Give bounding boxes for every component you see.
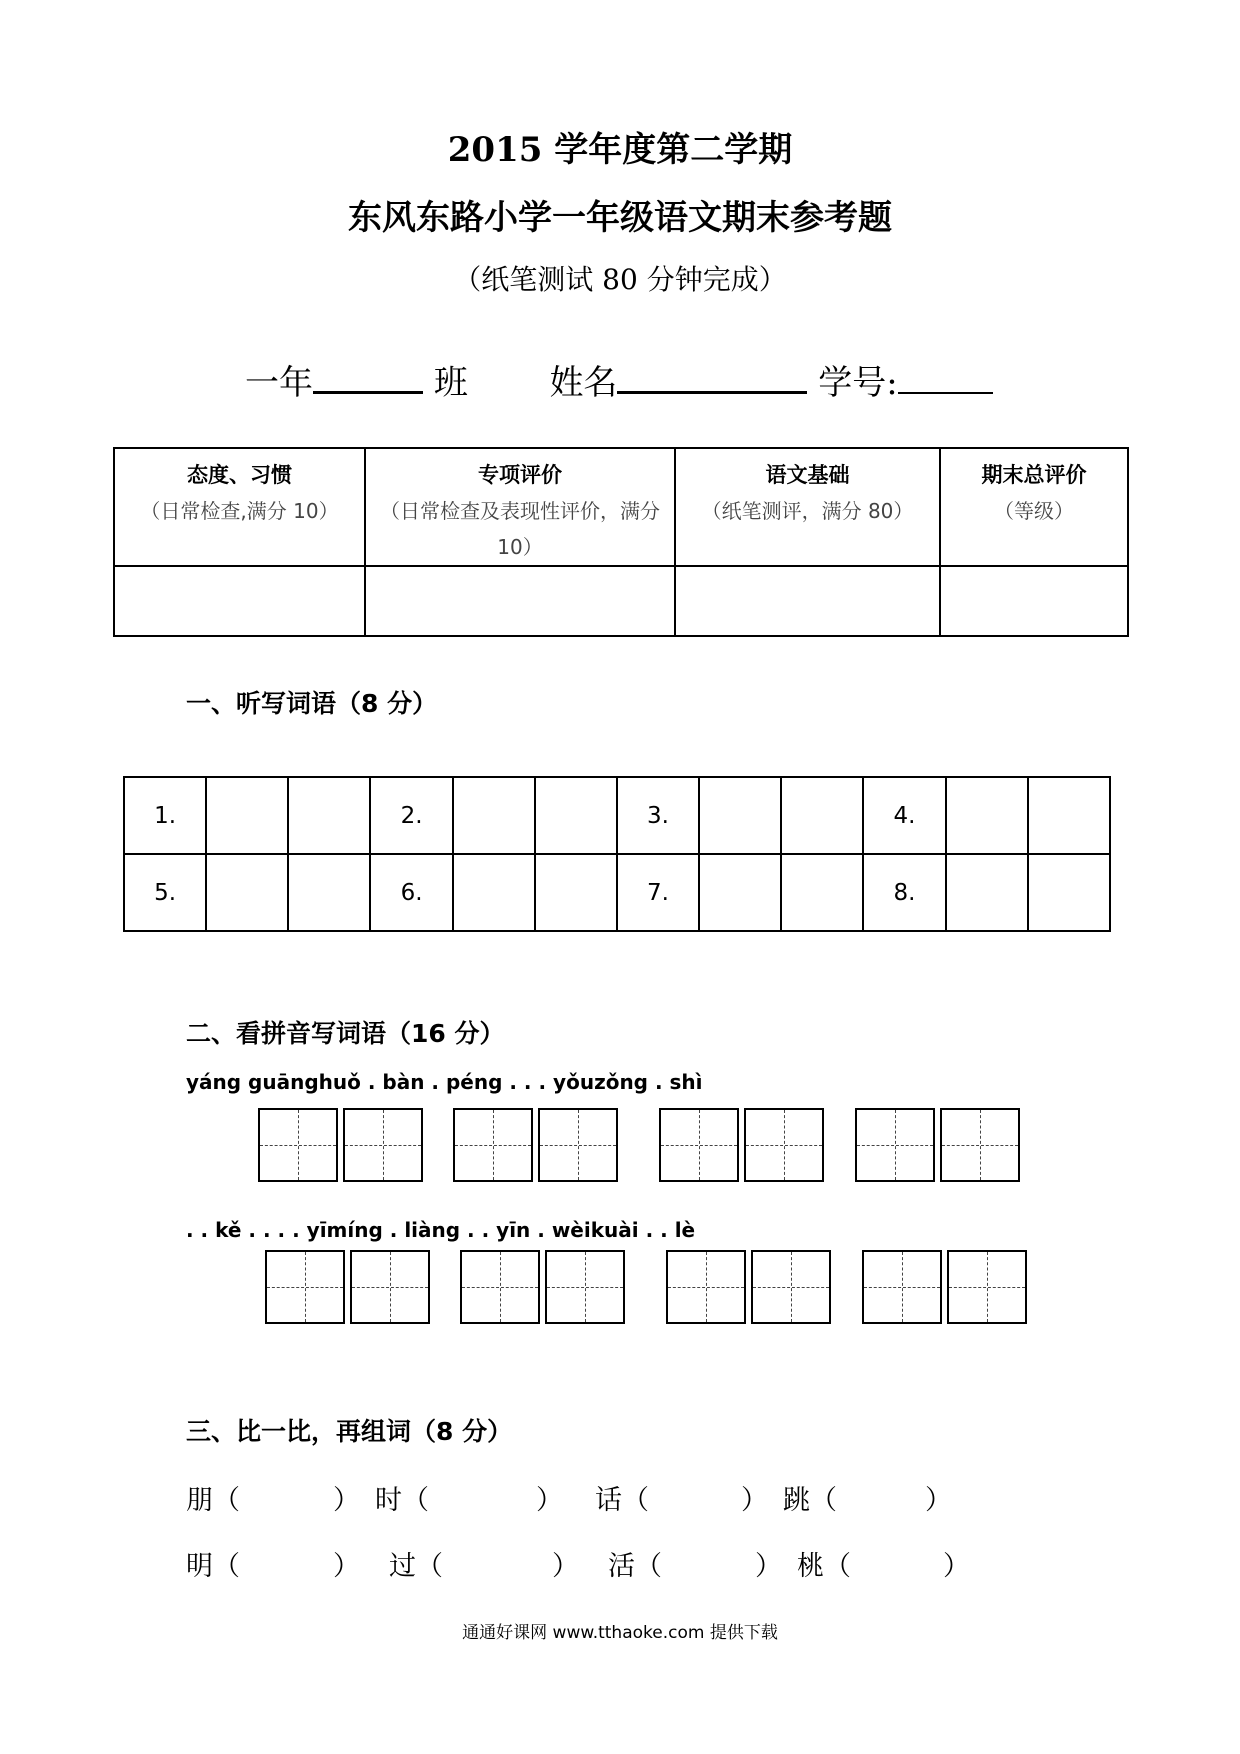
compare-word-guo: 过（ — [389, 1551, 443, 1582]
dictation-number: 3. — [617, 777, 699, 854]
dictation-number: 8. — [863, 854, 945, 931]
dictation-cell[interactable] — [453, 777, 535, 854]
dictation-number: 1. — [124, 777, 206, 854]
tianzige-box[interactable] — [659, 1108, 739, 1182]
compare-word-ming: 明（ — [186, 1551, 240, 1582]
name-label: 姓名 — [549, 363, 618, 403]
dictation-number: 2. — [370, 777, 452, 854]
tianzige-box[interactable] — [940, 1108, 1020, 1182]
score-cell-basics[interactable] — [675, 566, 940, 636]
score-cell-total[interactable] — [940, 566, 1128, 636]
section1-title: 一、听写词语（8 分） — [186, 689, 438, 718]
compare-word-tao: 桃（ — [797, 1551, 851, 1582]
tianzige-box[interactable] — [545, 1250, 625, 1324]
score-col-total: 期末总评价 （等级） — [940, 448, 1128, 566]
tianzige-box[interactable] — [453, 1108, 533, 1182]
tianzige-box[interactable] — [947, 1250, 1027, 1324]
download-footer: 通通好课网 www.tthaoke.com 提供下载 — [462, 1623, 778, 1643]
dictation-cell[interactable] — [206, 854, 288, 931]
section3-title: 三、比一比，再组词（8 分） — [186, 1417, 513, 1446]
dictation-cell[interactable] — [699, 777, 781, 854]
name-blank[interactable] — [617, 361, 807, 394]
dictation-cell[interactable] — [946, 854, 1028, 931]
tianzige-box[interactable] — [538, 1108, 618, 1182]
tianzige-box[interactable] — [744, 1108, 824, 1182]
dictation-cell[interactable] — [206, 777, 288, 854]
compare-word-tiao: 跳（ — [783, 1485, 837, 1516]
tianzige-box[interactable] — [350, 1250, 430, 1324]
dictation-cell[interactable] — [453, 854, 535, 931]
dictation-grid — [123, 776, 1111, 932]
dictation-number: 7. — [617, 854, 699, 931]
score-col-special: 专项评价 （日常检查及表现性评价，满分 10） — [365, 448, 675, 566]
dictation-cell[interactable] — [699, 854, 781, 931]
student-id-blank[interactable] — [898, 362, 993, 394]
tianzige-box[interactable] — [751, 1250, 831, 1324]
pinyin-row-1: yáng guānghuǒ . bàn . péng . . . yǒuzǒng . shì — [186, 1070, 703, 1094]
compare-word-huo: 活（ — [608, 1551, 662, 1582]
compare-close: ） — [333, 1551, 360, 1582]
dictation-cell[interactable] — [535, 777, 617, 854]
student-info-line — [245, 355, 993, 404]
compare-close: ） — [552, 1551, 579, 1582]
compare-word-hua: 话（ — [595, 1485, 649, 1516]
compare-word-shi: 时（ — [375, 1485, 429, 1516]
pinyin-row-2: . . kě . . . . yīmíng . liàng . . yīn . wèikuài . . lè — [186, 1218, 696, 1242]
dictation-cell[interactable] — [781, 777, 863, 854]
dictation-cell[interactable] — [781, 854, 863, 931]
dictation-number: 5. — [124, 854, 206, 931]
tianzige-box[interactable] — [855, 1108, 935, 1182]
class-blank[interactable] — [313, 361, 423, 394]
dictation-number: 4. — [863, 777, 945, 854]
compare-close: ） — [925, 1485, 952, 1516]
tianzige-box[interactable] — [258, 1108, 338, 1182]
dictation-number: 6. — [370, 854, 452, 931]
student-id-label: 学号: — [818, 363, 898, 403]
score-col-basics: 语文基础 （纸笔测评，满分 80） — [675, 448, 940, 566]
grade-label: 一年 — [245, 363, 313, 403]
compare-close: ） — [741, 1485, 768, 1516]
exam-title-school: 东风东路小学一年级语文期末参考题 — [348, 198, 892, 238]
exam-duration-note: （纸笔测试 80 分钟完成） — [453, 263, 787, 296]
tianzige-box[interactable] — [862, 1250, 942, 1324]
dictation-cell[interactable] — [946, 777, 1028, 854]
section2-title: 二、看拼音写词语（16 分） — [186, 1019, 505, 1048]
dictation-cell[interactable] — [535, 854, 617, 931]
score-cell-attitude[interactable] — [114, 566, 365, 636]
score-cell-special[interactable] — [365, 566, 675, 636]
class-label: 班 — [433, 363, 468, 403]
tianzige-box[interactable] — [666, 1250, 746, 1324]
score-col-attitude: 态度、习惯 （日常检查,满分 10） — [114, 448, 365, 566]
dictation-cell[interactable] — [1028, 854, 1110, 931]
compare-close: ） — [755, 1551, 782, 1582]
compare-word-peng: 朋（ — [186, 1485, 240, 1516]
tianzige-box[interactable] — [460, 1250, 540, 1324]
compare-close: ） — [536, 1485, 563, 1516]
tianzige-box[interactable] — [265, 1250, 345, 1324]
tianzige-box[interactable] — [343, 1108, 423, 1182]
exam-title-term: 2015 学年度第二学期 — [447, 130, 793, 170]
compare-close: ） — [333, 1485, 360, 1516]
dictation-cell[interactable] — [288, 777, 370, 854]
score-table — [113, 447, 1129, 637]
dictation-cell[interactable] — [1028, 777, 1110, 854]
compare-close: ） — [943, 1551, 970, 1582]
dictation-cell[interactable] — [288, 854, 370, 931]
